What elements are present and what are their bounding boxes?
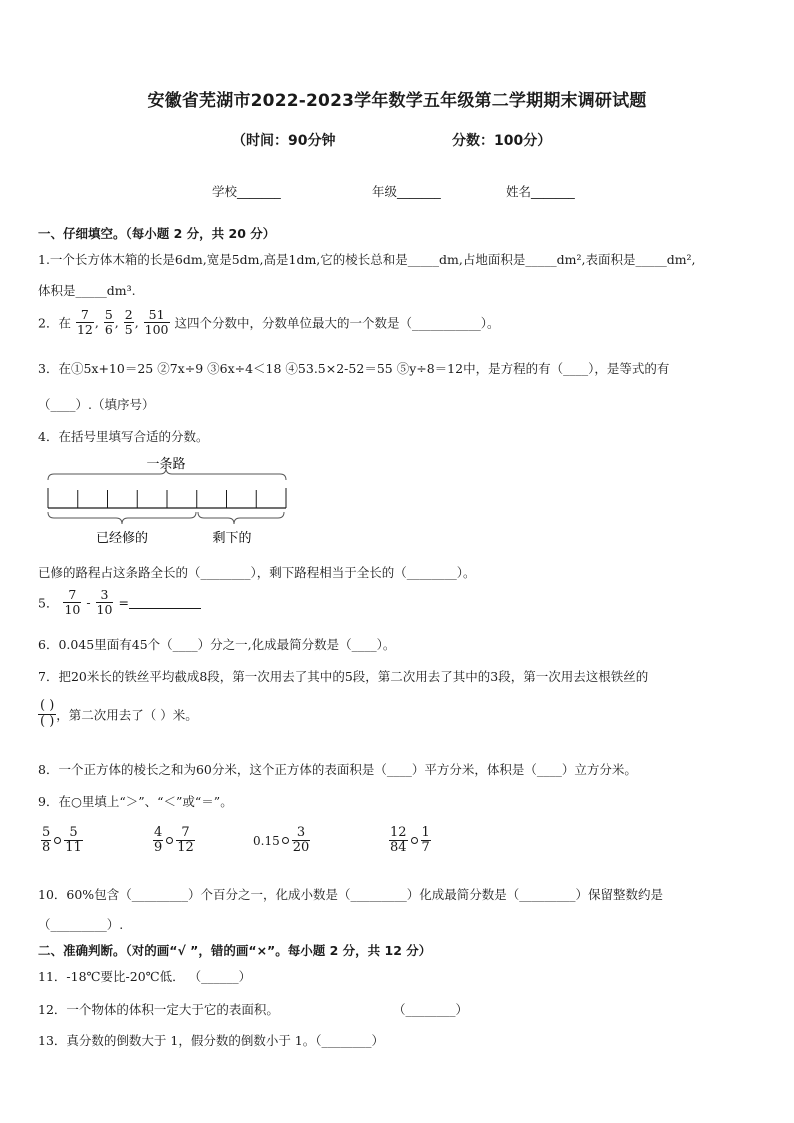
time-label: （时间：90分钟 bbox=[232, 133, 336, 149]
road-right-label: 剩下的 bbox=[212, 531, 252, 546]
question-12-blank[interactable]: （________） bbox=[393, 1002, 469, 1017]
question-13: 13．真分数的倒数大于 1，假分数的倒数小于 1。（________） bbox=[38, 1033, 385, 1048]
question-1-line-1: 1.一个长方体木箱的长是6dm,宽是5dm,高是1dm,它的棱长总和是_____dm,占地面积是_____dm²,表面积是_____dm², bbox=[38, 252, 696, 267]
compare-circle[interactable] bbox=[411, 837, 418, 844]
question-7-suffix: ，第二次用去了（ ）米。 bbox=[56, 707, 198, 723]
answer-line[interactable] bbox=[129, 596, 201, 609]
question-7-line-1: 7．把20米长的铁丝平均截成8段，第一次用去了其中的5段，第二次用去了其中的3段，第一次用去这根铁丝的 bbox=[38, 669, 649, 684]
school-field[interactable]: 学校_______ bbox=[212, 184, 281, 199]
road-top-label: 一条路 bbox=[146, 457, 186, 472]
right-brace bbox=[198, 512, 284, 524]
question-4-answer: 已修的路程占这条路全长的（________），剩下路程相当于全长的（________）。 bbox=[38, 565, 476, 580]
road-diagram bbox=[40, 450, 296, 550]
section-1-title: 一、仔细填空。（每小题 2 分，共 20 分） bbox=[38, 226, 276, 241]
fraction-7-12: $\frac{7}{12}$ bbox=[76, 307, 93, 337]
compare-circle[interactable] bbox=[54, 837, 61, 844]
road-left-label: 已经修的 bbox=[95, 531, 149, 546]
fraction-5-6: $\frac{5}{6}$ bbox=[104, 307, 113, 337]
compare-item-1 bbox=[40, 826, 84, 856]
question-4: 4．在括号里填写合适的分数。 bbox=[38, 429, 209, 444]
section-2-title: 二、准确判断。（对的画“√ ”，错的画“×”。每小题 2 分，共 12 分） bbox=[38, 943, 432, 958]
question-2-suffix: 这四个分数中，分数单位最大的一个数是（___________）。 bbox=[174, 315, 500, 331]
compare-item-3 bbox=[253, 826, 311, 856]
fraction-7-12: $\frac{7}{12}$ bbox=[177, 825, 194, 856]
question-12: 12．一个物体的体积一定大于它的表面积。 bbox=[38, 1002, 279, 1017]
compare-item-2 bbox=[152, 826, 196, 856]
question-7-line-2 bbox=[38, 699, 198, 730]
question-2-prefix: 2．在 bbox=[38, 315, 71, 331]
compare-circle[interactable] bbox=[282, 837, 289, 844]
question-3-line-2: （____）.（填序号） bbox=[38, 397, 155, 412]
question-1-line-2: 体积是_____dm³. bbox=[38, 283, 136, 298]
equals-sign: = bbox=[118, 594, 129, 610]
left-brace bbox=[48, 512, 196, 524]
fraction-3-10: $\frac{3}{10}$ bbox=[96, 587, 113, 617]
question-9: 9．在○里填上“＞”、“＜”或“＝”。 bbox=[38, 794, 233, 809]
fraction-3-20: $\frac{3}{20}$ bbox=[292, 825, 310, 856]
name-field[interactable]: 姓名_______ bbox=[506, 184, 575, 199]
fraction-12-84: $\frac{12}{84}$ bbox=[390, 825, 407, 856]
score-label: 分数：100分） bbox=[452, 133, 552, 149]
question-6: 6．0.045里面有45个（____）分之一,化成最简分数是（____）。 bbox=[38, 637, 396, 652]
fraction-5-11: $\frac{5}{11}$ bbox=[65, 825, 82, 856]
compare-item-4 bbox=[388, 826, 432, 856]
fraction-2-5: $\frac{2}{5}$ bbox=[124, 307, 133, 337]
fraction-1-7: $\frac{1}{7}$ bbox=[421, 825, 430, 856]
question-10-line-1: 10．60%包含（_________）个百分之一，化成小数是（_________）化成最简分数是（_________）保留整数约是 bbox=[38, 887, 663, 902]
question-10-line-2: （_________）. bbox=[38, 917, 124, 932]
fraction-5-8: $\frac{5}{8}$ bbox=[42, 825, 51, 856]
fraction-4-9: $\frac{4}{9}$ bbox=[154, 825, 163, 856]
question-5 bbox=[38, 588, 201, 617]
road-segments bbox=[48, 488, 286, 508]
minus-sign: - bbox=[86, 594, 91, 610]
question-2: 2．在 $\frac{7}{12}$ , $\frac{5}{6}$ , $\frac{2}{5}$ , $\frac{51}{100}$ 这四个分数中，分数单位最大的一个数是（___________）。 bbox=[38, 307, 500, 337]
fraction-51-100: $\frac{51}{100}$ bbox=[144, 307, 169, 337]
question-3-line-1: 3．在①5x+10＝25 ②7x÷9 ③6x÷4＜18 ④53.5×2-52＝55 ⑤y÷8＝12中，是方程的有（____），是等式的有 bbox=[38, 361, 670, 376]
fraction-7-10: $\frac{7}{10}$ bbox=[64, 587, 81, 617]
compare-circle[interactable] bbox=[166, 837, 173, 844]
question-5-prefix: 5． bbox=[38, 595, 59, 611]
question-8: 8．一个正方体的棱长之和为60分米，这个正方体的表面积是（____）平方分米，体积是（____）立方分米。 bbox=[38, 762, 637, 777]
grade-field[interactable]: 年级_______ bbox=[372, 184, 441, 199]
page-title: 安徽省芜湖市2022-2023学年数学五年级第二学期期末调研试题 bbox=[147, 91, 647, 111]
question-11: 11．-18℃要比-20℃低． （______） bbox=[38, 969, 252, 984]
paren-fraction-blank[interactable]: $\frac{( )}{( )}$ bbox=[40, 698, 55, 729]
decimal-0-15: 0.15 bbox=[253, 833, 280, 848]
